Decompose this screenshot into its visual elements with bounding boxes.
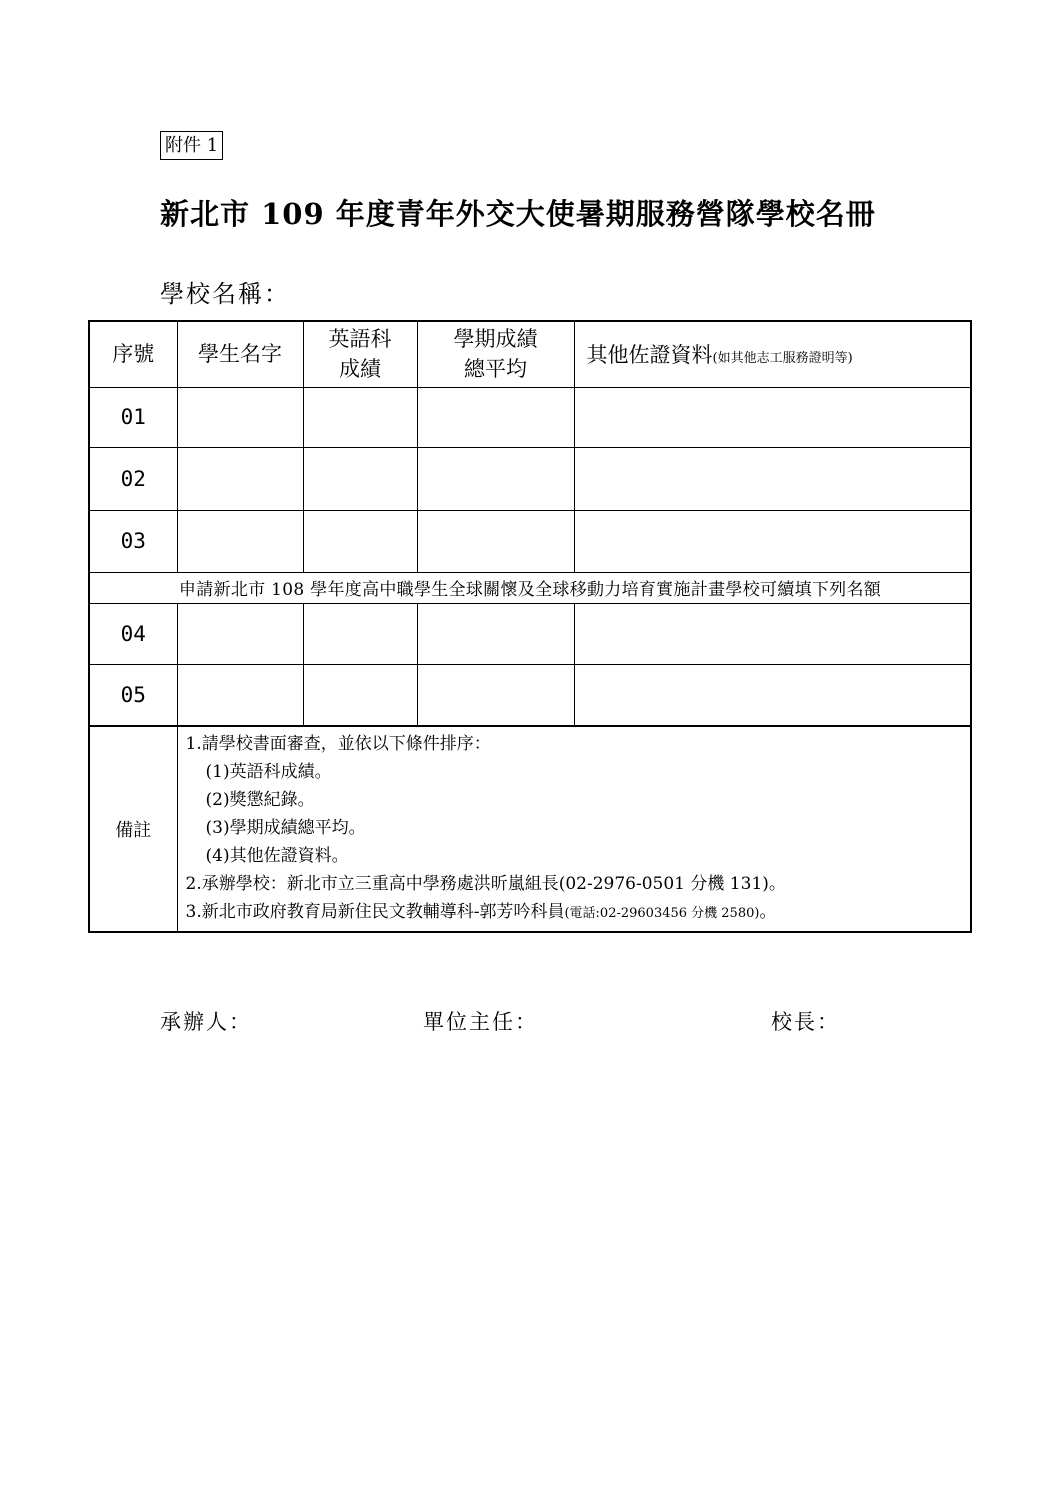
signature-handler: 承辦人： bbox=[160, 1010, 252, 1034]
notes-content bbox=[177, 726, 971, 932]
cell-other-evidence[interactable] bbox=[574, 664, 971, 726]
continuation-banner: 申請新北市 108 學年度高中職學生全球關懷及全球移動力培育實施計畫學校可續填下列名額 bbox=[89, 572, 971, 603]
signature-director: 單位主任： bbox=[423, 1010, 538, 1034]
cell-other-evidence[interactable] bbox=[574, 387, 971, 447]
cell-semester-average[interactable] bbox=[417, 664, 574, 726]
signature-principal: 校長： bbox=[771, 1010, 840, 1034]
header-english-score bbox=[303, 321, 417, 387]
banner-row bbox=[89, 572, 971, 603]
cell-semester-average[interactable] bbox=[417, 603, 574, 664]
cell-semester-average[interactable] bbox=[417, 387, 574, 447]
page-title: 新北市 109 年度青年外交大使暑期服務營隊學校名冊 bbox=[160, 197, 876, 231]
header-gpa-line2: 總平均 bbox=[464, 357, 527, 382]
table-row bbox=[89, 603, 971, 664]
note-line-5: (4)其他佐證資料。 bbox=[205, 846, 349, 866]
table-row bbox=[89, 664, 971, 726]
header-other-main: 其他佐證資料 bbox=[586, 343, 713, 368]
attachment-label: 附件 1 bbox=[160, 131, 223, 160]
table-row bbox=[89, 387, 971, 447]
header-semester-average bbox=[417, 321, 574, 387]
cell-english-score[interactable] bbox=[303, 387, 417, 447]
row-seq: 04 bbox=[89, 603, 177, 664]
row-seq: 03 bbox=[89, 510, 177, 572]
cell-student-name[interactable] bbox=[177, 510, 303, 572]
notes-row bbox=[89, 726, 971, 932]
row-seq: 05 bbox=[89, 664, 177, 726]
notes-label: 備註 bbox=[89, 726, 177, 932]
header-seq: 序號 bbox=[89, 321, 177, 387]
row-seq: 01 bbox=[89, 387, 177, 447]
cell-student-name[interactable] bbox=[177, 447, 303, 510]
cell-semester-average[interactable] bbox=[417, 510, 574, 572]
note-line-4: (3)學期成績總平均。 bbox=[205, 818, 366, 838]
note-line-7-main: 3.新北市政府教育局新住民文教輔導科-郭芳吟科員 bbox=[185, 902, 565, 922]
note-line-7 bbox=[186, 898, 971, 928]
table-row bbox=[89, 447, 971, 510]
cell-other-evidence[interactable] bbox=[574, 447, 971, 510]
cell-student-name[interactable] bbox=[177, 664, 303, 726]
cell-other-evidence[interactable] bbox=[574, 603, 971, 664]
cell-english-score[interactable] bbox=[303, 603, 417, 664]
header-english-line2: 成績 bbox=[339, 357, 381, 382]
school-name-label: 學校名稱： bbox=[160, 280, 290, 308]
note-line-6: 2.承辦學校：新北市立三重高中學務處洪昕嵐組長(02-2976-0501 分機 131)。 bbox=[185, 874, 786, 894]
cell-english-score[interactable] bbox=[303, 447, 417, 510]
header-gpa-line1: 學期成績 bbox=[453, 327, 538, 352]
cell-student-name[interactable] bbox=[177, 603, 303, 664]
header-other-evidence bbox=[574, 321, 971, 387]
note-line-3: (2)獎懲紀錄。 bbox=[205, 790, 315, 810]
roster-table bbox=[88, 320, 972, 933]
note-line-1: 1.請學校書面審查，並依以下條件排序： bbox=[185, 734, 491, 754]
table-header-row bbox=[89, 321, 971, 387]
cell-english-score[interactable] bbox=[303, 664, 417, 726]
note-line-7-end: 。 bbox=[759, 902, 777, 922]
note-line-7-phone: (電話:02-29603456 分機 2580) bbox=[564, 906, 760, 921]
header-english-line1: 英語科 bbox=[328, 327, 392, 352]
cell-student-name[interactable] bbox=[177, 387, 303, 447]
header-other-note: (如其他志工服務證明等) bbox=[712, 351, 853, 367]
header-student-name: 學生名字 bbox=[177, 321, 303, 387]
cell-english-score[interactable] bbox=[303, 510, 417, 572]
note-line-2: (1)英語科成績。 bbox=[205, 762, 332, 782]
cell-semester-average[interactable] bbox=[417, 447, 574, 510]
row-seq: 02 bbox=[89, 447, 177, 510]
cell-other-evidence[interactable] bbox=[574, 510, 971, 572]
table-row bbox=[89, 510, 971, 572]
